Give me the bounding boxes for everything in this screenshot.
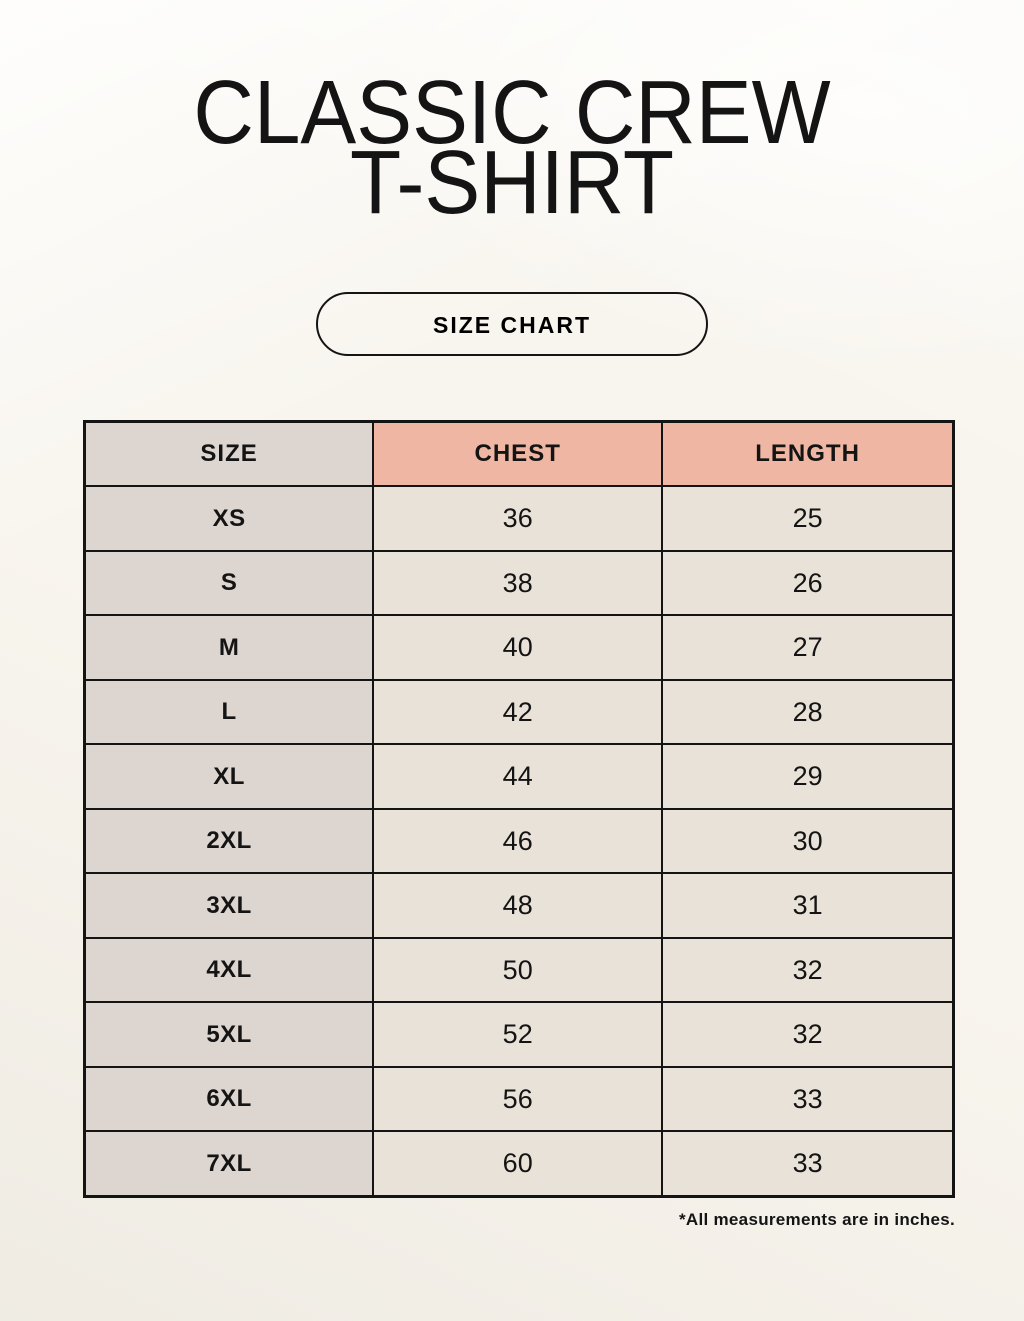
size-cell: 6XL (85, 1067, 374, 1132)
length-cell: 33 (662, 1131, 953, 1196)
length-cell: 31 (662, 873, 953, 938)
chest-cell: 46 (373, 809, 662, 874)
chest-cell: 56 (373, 1067, 662, 1132)
chest-cell: 44 (373, 744, 662, 809)
table-row (85, 1002, 954, 1067)
table-row (85, 486, 954, 551)
chest-cell: 40 (373, 615, 662, 680)
chest-cell: 52 (373, 1002, 662, 1067)
table-row (85, 680, 954, 745)
column-header-chest: CHEST (373, 422, 662, 487)
page-title-line2: T-SHIRT (350, 133, 674, 234)
length-cell: 25 (662, 486, 953, 551)
length-cell: 28 (662, 680, 953, 745)
header-row (85, 422, 954, 487)
table-row (85, 938, 954, 1003)
length-cell: 27 (662, 615, 953, 680)
size-cell: 5XL (85, 1002, 374, 1067)
table-row (85, 873, 954, 938)
length-cell: 32 (662, 938, 953, 1003)
size-table-header (85, 422, 954, 487)
chest-cell: 60 (373, 1131, 662, 1196)
length-cell: 30 (662, 809, 953, 874)
length-cell: 26 (662, 551, 953, 616)
size-cell: 4XL (85, 938, 374, 1003)
size-cell: L (85, 680, 374, 745)
table-row (85, 744, 954, 809)
table-row (85, 1131, 954, 1196)
table-row (85, 1067, 954, 1132)
size-cell: XL (85, 744, 374, 809)
size-chart-button-wrap (0, 292, 1024, 356)
table-row (85, 809, 954, 874)
length-cell: 33 (662, 1067, 953, 1132)
chest-cell: 50 (373, 938, 662, 1003)
chest-cell: 48 (373, 873, 662, 938)
page-title (36, 0, 988, 234)
chest-cell: 38 (373, 551, 662, 616)
column-header-size: SIZE (85, 422, 374, 487)
length-cell: 32 (662, 1002, 953, 1067)
table-row (85, 615, 954, 680)
column-header-length: LENGTH (662, 422, 953, 487)
table-row (85, 551, 954, 616)
length-cell: 29 (662, 744, 953, 809)
size-cell: 2XL (85, 809, 374, 874)
size-table (83, 420, 955, 1198)
size-cell: S (85, 551, 374, 616)
size-cell: M (85, 615, 374, 680)
size-chart-button[interactable]: SIZE CHART (316, 292, 708, 356)
chest-cell: 42 (373, 680, 662, 745)
size-cell: 7XL (85, 1131, 374, 1196)
page-title-line1: CLASSIC CREW (193, 63, 831, 163)
chest-cell: 36 (373, 486, 662, 551)
size-cell: 3XL (85, 873, 374, 938)
size-table-body (85, 486, 954, 1196)
size-cell: XS (85, 486, 374, 551)
measurements-footnote: *All measurements are in inches. (678, 1209, 955, 1229)
